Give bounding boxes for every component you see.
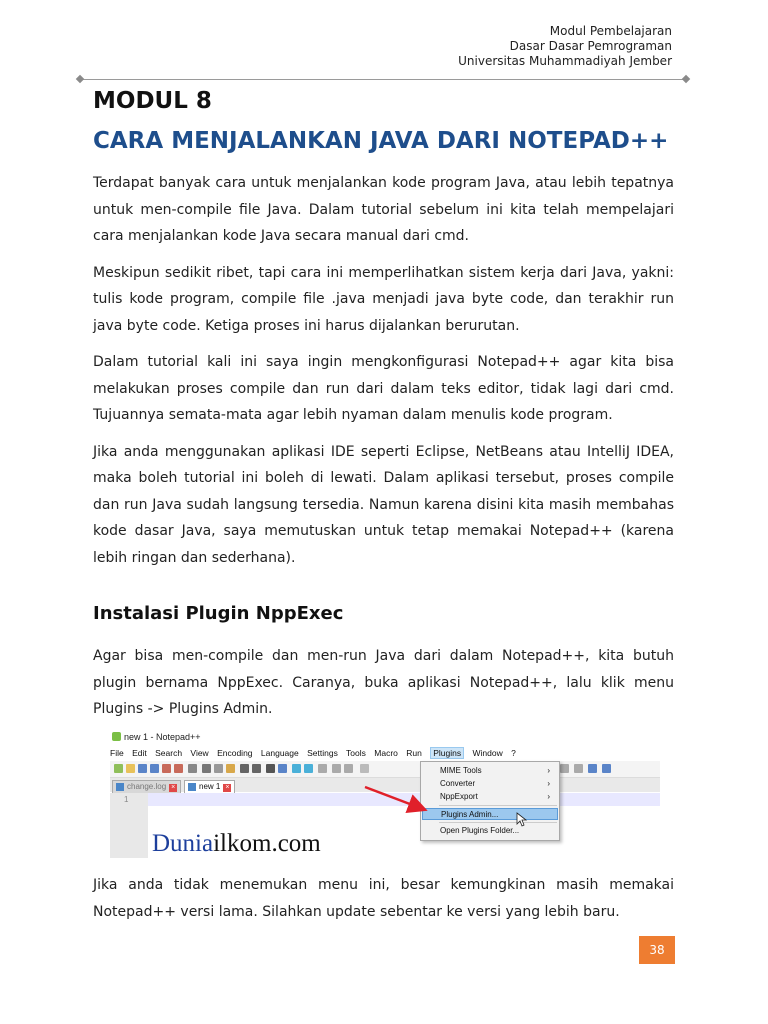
paragraph: Dalam tutorial kali ini saya ingin mengkonfigurasi Notepad++ agar kita bisa melakukan proses compile dan run dari dalam teks editor, tidak lagi dari cmd. Tujuannya semata-mata agar lebih nyaman dalam menulis kode program. [93, 354, 674, 423]
line-number: 1 [124, 795, 129, 804]
menu-item-label: Open Plugins Folder... [440, 826, 520, 835]
paragraph: Jika anda tidak menemukan menu ini, besar kemungkinan masih memakai Notepad++ versi lama. Silahkan update sebentar ke versi yang lebih baru. [93, 877, 674, 920]
menu-item-label: NppExport [440, 792, 478, 801]
running-header [458, 24, 672, 69]
menu-item-label: Converter [440, 779, 476, 788]
page-number-badge: 38 [639, 936, 675, 964]
section-heading: Instalasi Plugin NppExec [93, 603, 344, 624]
menu-language[interactable]: Language [260, 748, 299, 758]
watermark [152, 830, 321, 858]
header-divider [80, 79, 686, 80]
paragraph: Jika anda menggunakan aplikasi IDE seperti Eclipse, NetBeans atau IntelliJ IDEA, maka boleh tutorial ini boleh di lewati. Dalam aplikasi tersebut, proses compile dan run Java sudah langsung tersedia. Namun karena disini kita masih membahas kode dasar Java, saya memutuskan untuk tetap memakai Notepad++ (karena lebih ringan dan sederhana). [93, 443, 674, 566]
submenu-arrow-icon: › [547, 766, 550, 775]
submenu-arrow-icon: › [547, 779, 550, 788]
menu-window[interactable]: Window [472, 748, 503, 758]
menu-view[interactable]: View [190, 748, 209, 758]
intro-body [93, 170, 674, 581]
close-icon[interactable]: × [225, 784, 230, 791]
close-icon[interactable]: × [171, 784, 176, 791]
menu-settings[interactable]: Settings [307, 748, 338, 758]
menu-search[interactable]: Search [155, 748, 183, 758]
watermark-domain: ilkom.com [213, 830, 321, 857]
header-line-course: Dasar Dasar Pemrograman [509, 39, 672, 53]
module-label: MODUL 8 [93, 88, 212, 114]
menu-item-label: Plugins Admin... [441, 810, 499, 819]
header-line-university: Universitas Muhammadiyah Jember [458, 54, 672, 68]
section-body [93, 643, 674, 733]
menu-plugins[interactable]: Plugins [430, 747, 464, 759]
paragraph: Meskipun sedikit ribet, tapi cara ini memperlihatkan sistem kerja dari Java, yakni: tulis kode program, compile file .java menjadi java byte code, dan terakhir run java byte code. Ketiga proses ini harus dijalankan berurutan. [93, 264, 674, 334]
header-line-module: Modul Pembelajaran [549, 24, 672, 38]
red-arrow-icon [365, 787, 423, 809]
tab-label: new 1 [199, 782, 221, 791]
paragraph: Terdapat banyak cara untuk menjalankan kode program Java, atau lebih tepatnya untuk men-compile file Java. Dalam tutorial sebelum ini kita telah mempelajari cara menjalankan kode Java secara manual dari cmd. [93, 175, 674, 244]
paragraph: Agar bisa men-compile dan men-run Java dari dalam Notepad++, kita butuh plugin bernama NppExec. Caranya, buka aplikasi Notepad++, lalu klik menu Plugins -> Plugins Admin. [93, 648, 674, 717]
watermark-brand: Dunia [152, 830, 214, 857]
notepad-screenshot [110, 730, 660, 858]
menu-help[interactable]: ? [511, 748, 516, 758]
menu-item-label: MIME Tools [440, 766, 482, 775]
window-title: new 1 - Notepad++ [124, 732, 201, 742]
menu-macro[interactable]: Macro [374, 748, 398, 758]
submenu-arrow-icon: › [547, 792, 550, 801]
page-title: CARA MENJALANKAN JAVA DARI NOTEPAD++ [93, 128, 669, 154]
menu-run[interactable]: Run [406, 748, 422, 758]
mouse-cursor-icon [517, 813, 526, 826]
closing-body [93, 872, 674, 935]
menu-file[interactable]: File [110, 748, 124, 758]
menu-encoding[interactable]: Encoding [217, 748, 253, 758]
tab-label: change.log [127, 782, 167, 791]
menu-edit[interactable]: Edit [132, 748, 147, 758]
menu-tools[interactable]: Tools [346, 748, 366, 758]
